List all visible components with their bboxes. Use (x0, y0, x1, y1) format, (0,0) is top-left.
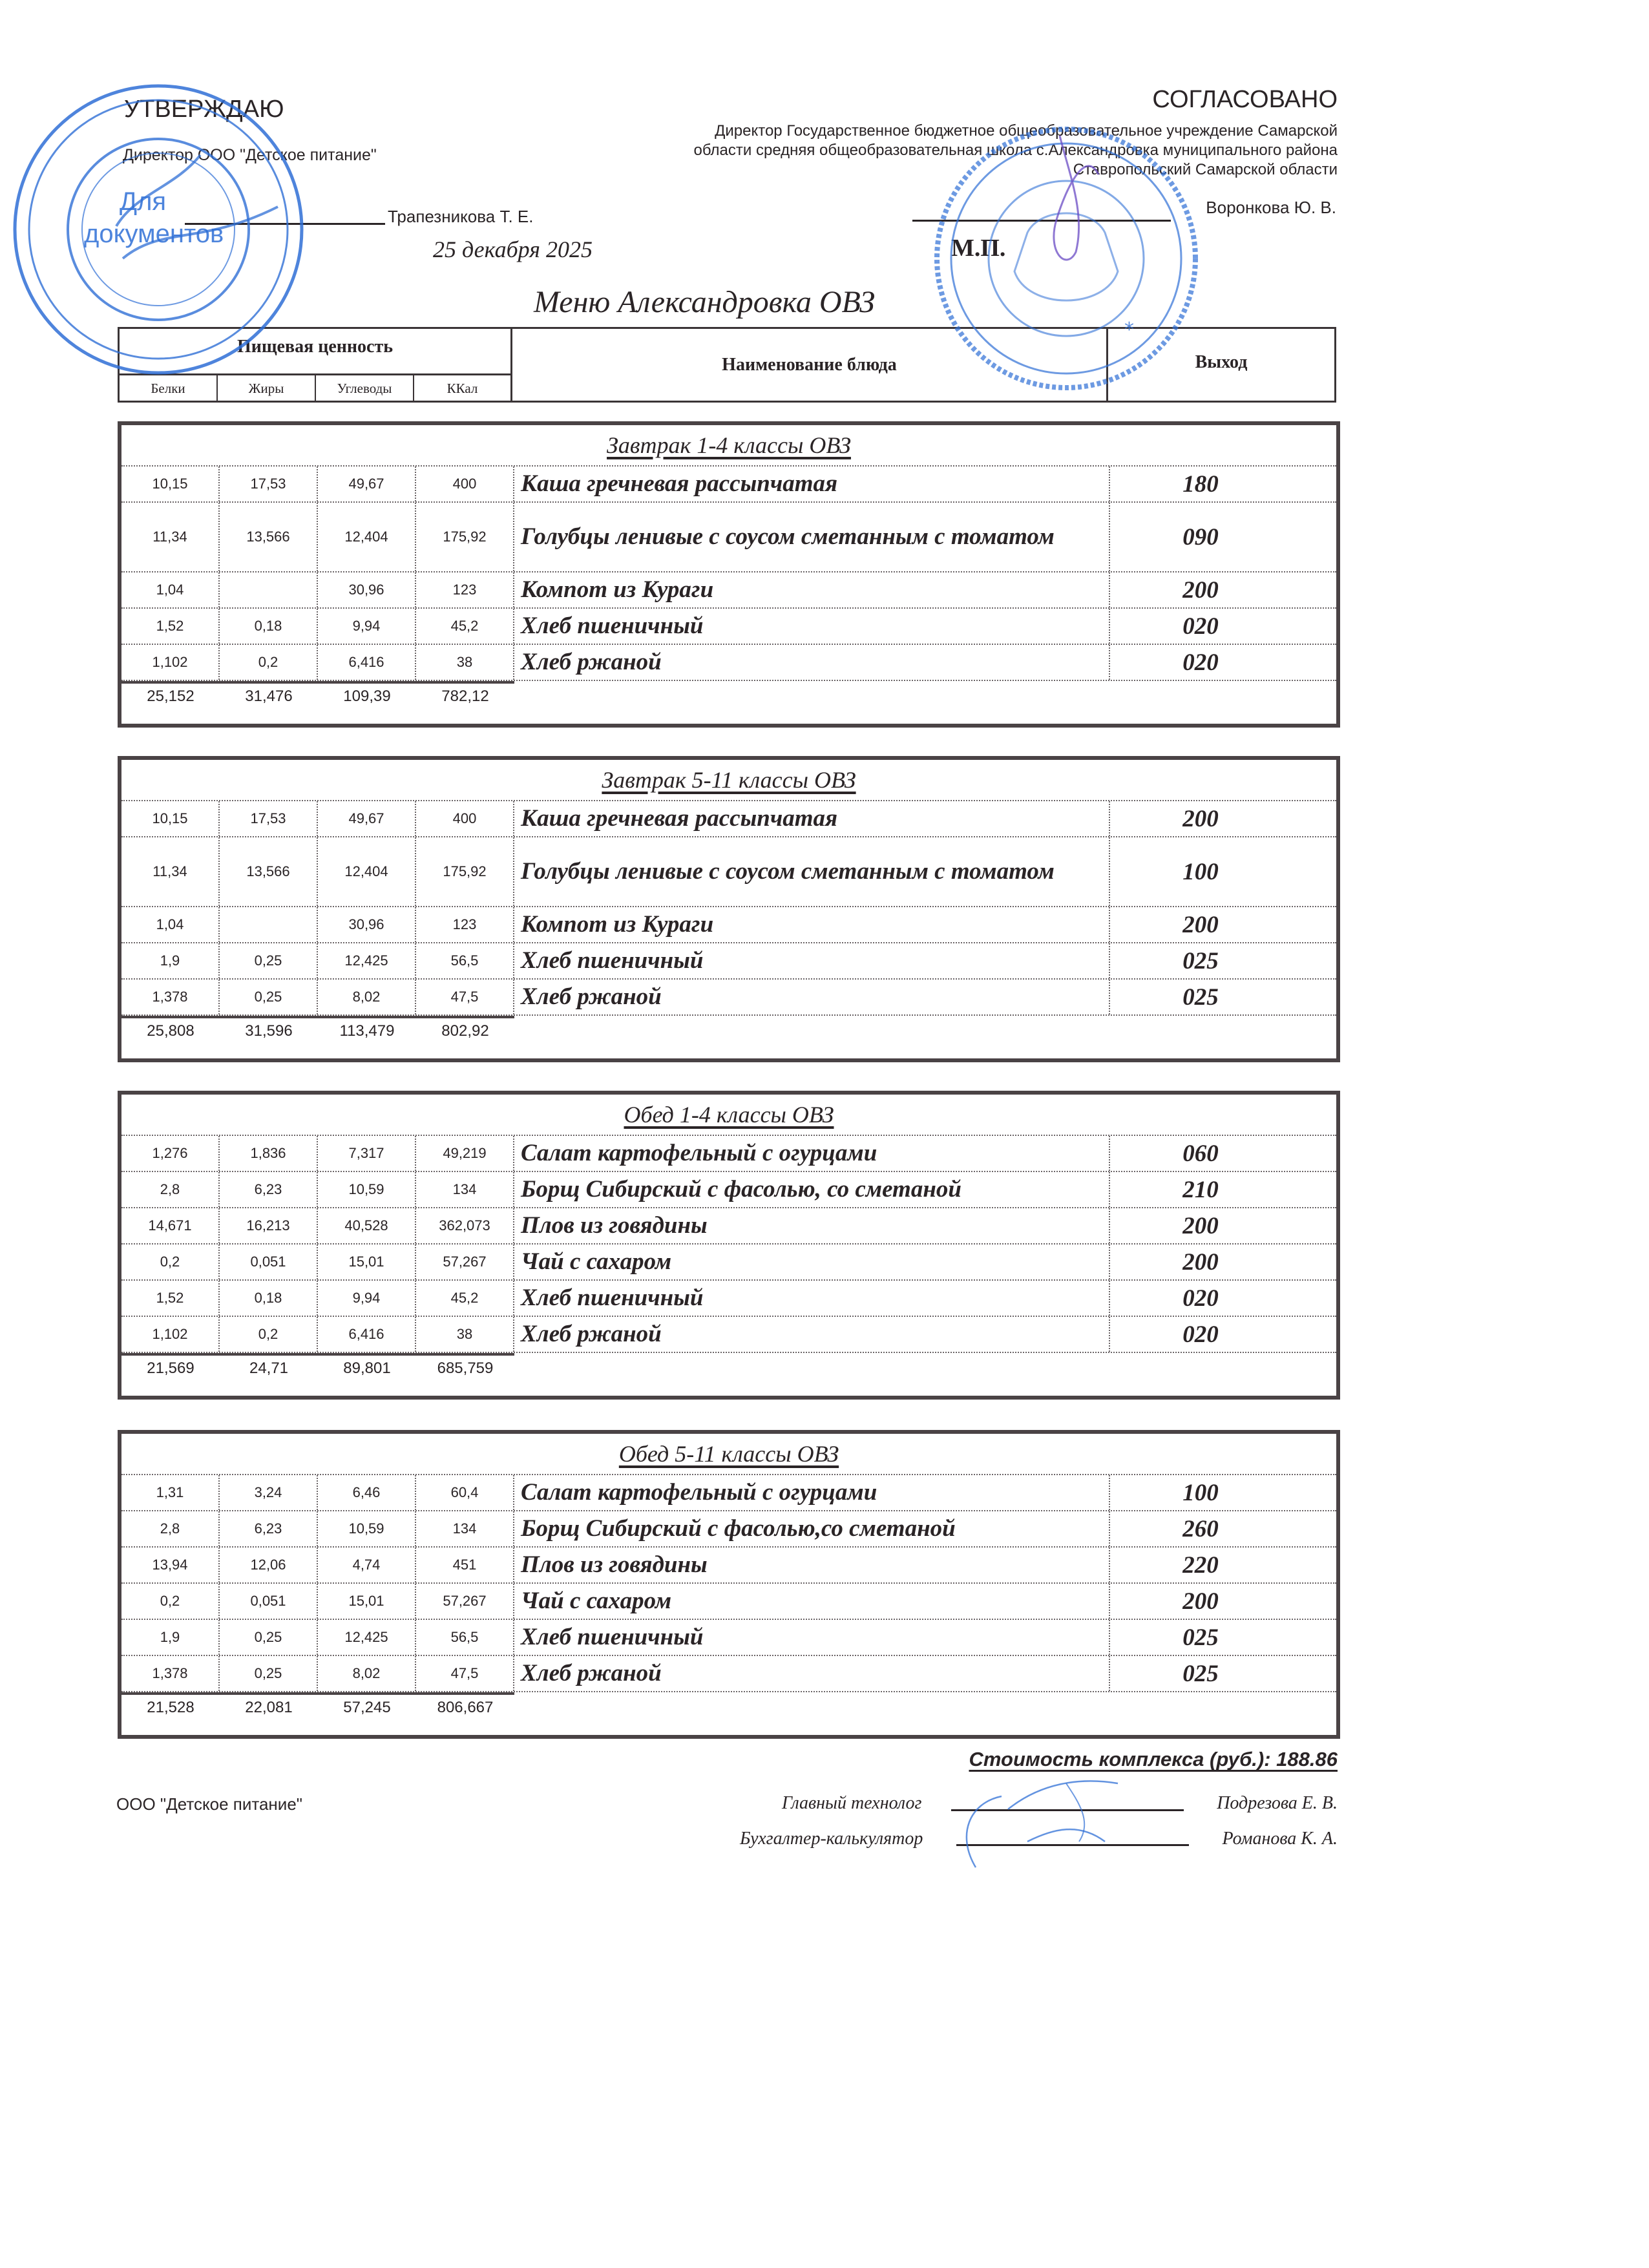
item-carbs: 15,01 (318, 1244, 416, 1279)
section-title (121, 1434, 1336, 1474)
item-fat: 0,051 (220, 1244, 318, 1279)
item-fat: 17,53 (220, 801, 318, 836)
item-yield: 025 (1182, 947, 1219, 974)
total-kcal: 802,92 (441, 1022, 489, 1040)
header-dish-name: Наименование блюда (512, 329, 1108, 401)
item-name: Голубцы ленивые с соусом сметанным с томатом (514, 837, 1110, 906)
item-kcal: 362,073 (416, 1208, 514, 1243)
menu-item-row (121, 942, 1336, 978)
item-name: Хлеб ржаной (514, 1317, 1110, 1352)
stamp-word: документов (84, 220, 224, 248)
item-fat: 13,566 (220, 837, 318, 906)
item-carbs: 9,94 (318, 1281, 416, 1316)
item-protein: 1,52 (121, 609, 220, 644)
chief-technologist-name: Подрезова Е. В. (1217, 1793, 1338, 1813)
item-protein: 1,378 (121, 980, 220, 1014)
item-carbs: 8,02 (318, 980, 416, 1014)
item-yield: 180 (1182, 470, 1219, 498)
footer-organization: ООО "Детское питание" (116, 1794, 303, 1814)
menu-item-row (121, 501, 1336, 571)
item-kcal: 45,2 (416, 609, 514, 644)
item-protein: 1,276 (121, 1136, 220, 1171)
section-totals (121, 1692, 1336, 1721)
item-protein: 1,04 (121, 907, 220, 942)
item-protein: 1,04 (121, 572, 220, 607)
item-name: Плов из говядины (514, 1548, 1110, 1582)
item-carbs: 9,94 (318, 609, 416, 644)
item-fat: 0,25 (220, 1656, 318, 1691)
total-protein: 21,528 (147, 1699, 194, 1716)
chief-technologist-role: Главный технолог (782, 1793, 922, 1813)
item-yield: 025 (1182, 983, 1219, 1011)
menu-item-row (121, 1582, 1336, 1619)
menu-item-row (121, 800, 1336, 836)
footer-signatures (950, 1770, 1144, 1874)
item-fat: 0,25 (220, 943, 318, 978)
item-protein: 1,102 (121, 1317, 220, 1352)
item-yield: 200 (1182, 1588, 1219, 1615)
item-yield: 220 (1182, 1551, 1219, 1579)
approval-title: УТВЕРЖДАЮ (124, 96, 284, 123)
section-title-text: Завтрак 5-11 классы ОВЗ (602, 767, 856, 793)
item-kcal: 123 (416, 572, 514, 607)
total-protein: 25,152 (147, 688, 194, 705)
agreement-title: СОГЛАСОВАНО (1152, 86, 1338, 113)
item-name: Компот из Кураги (514, 907, 1110, 942)
item-kcal: 175,92 (416, 503, 514, 571)
item-carbs: 6,416 (318, 1317, 416, 1352)
item-yield: 025 (1182, 1624, 1219, 1651)
menu-item-row (121, 1207, 1336, 1243)
item-yield: 020 (1182, 1321, 1219, 1348)
menu-item-row (121, 571, 1336, 607)
section-rows (121, 1135, 1336, 1353)
item-fat (220, 907, 318, 942)
menu-section (118, 1091, 1340, 1400)
item-carbs: 15,01 (318, 1584, 416, 1619)
item-fat: 3,24 (220, 1475, 318, 1510)
total-kcal: 806,667 (437, 1699, 494, 1716)
item-yield: 020 (1182, 1285, 1219, 1312)
item-protein: 11,34 (121, 837, 220, 906)
item-yield: 090 (1182, 523, 1219, 551)
item-name: Салат картофельный с огурцами (514, 1475, 1110, 1510)
item-kcal: 56,5 (416, 943, 514, 978)
item-kcal: 47,5 (416, 980, 514, 1014)
item-fat: 0,25 (220, 980, 318, 1014)
chief-technologist-signature-line (951, 1809, 1184, 1811)
item-kcal: 123 (416, 907, 514, 942)
menu-item-row (121, 1474, 1336, 1510)
item-yield: 200 (1182, 805, 1219, 832)
stamp-place-mark: М.П. (951, 235, 1006, 262)
item-carbs: 49,67 (318, 801, 416, 836)
total-fat: 24,71 (249, 1360, 289, 1377)
header-fat: Жиры (218, 375, 316, 403)
menu-item-row (121, 1546, 1336, 1582)
menu-item-row (121, 1279, 1336, 1316)
item-kcal: 451 (416, 1548, 514, 1582)
total-kcal: 685,759 (437, 1360, 494, 1377)
approval-name: Трапезникова Т. Е. (388, 207, 534, 226)
item-carbs: 4,74 (318, 1548, 416, 1582)
item-kcal: 38 (416, 1317, 514, 1352)
menu-item-row (121, 1171, 1336, 1207)
item-protein: 1,378 (121, 1656, 220, 1691)
item-protein: 1,9 (121, 1620, 220, 1655)
item-name: Хлеб пшеничный (514, 1281, 1110, 1316)
item-name: Каша гречневая рассыпчатая (514, 467, 1110, 501)
item-fat: 0,2 (220, 1317, 318, 1352)
complex-cost: Стоимость комплекса (руб.): 188.86 (969, 1748, 1338, 1770)
item-kcal: 57,267 (416, 1244, 514, 1279)
item-kcal: 45,2 (416, 1281, 514, 1316)
section-title (121, 425, 1336, 465)
header-yield: Выход (1195, 352, 1248, 372)
menu-section (118, 421, 1340, 728)
menu-item-row (121, 607, 1336, 644)
item-kcal: 56,5 (416, 1620, 514, 1655)
section-title-text: Завтрак 1-4 классы ОВЗ (607, 432, 851, 458)
item-carbs: 40,528 (318, 1208, 416, 1243)
item-yield: 020 (1182, 613, 1219, 640)
item-kcal: 49,219 (416, 1136, 514, 1171)
section-totals (121, 681, 1336, 709)
item-fat: 1,836 (220, 1136, 318, 1171)
item-fat: 0,25 (220, 1620, 318, 1655)
item-protein: 10,15 (121, 467, 220, 501)
item-name: Компот из Кураги (514, 572, 1110, 607)
item-fat (220, 572, 318, 607)
agreement-role (562, 121, 1338, 180)
item-yield: 020 (1182, 649, 1219, 676)
item-yield: 100 (1182, 1479, 1219, 1506)
item-fat: 12,06 (220, 1548, 318, 1582)
section-title-text: Обед 1-4 классы ОВЗ (624, 1102, 834, 1128)
item-protein: 10,15 (121, 801, 220, 836)
agreement-role-line: Директор Государственное бюджетное общеобразовательное учреждение Самарской (715, 122, 1338, 140)
menu-item-row (121, 1619, 1336, 1655)
item-protein: 0,2 (121, 1244, 220, 1279)
menu-item-row (121, 1316, 1336, 1353)
item-fat: 0,18 (220, 609, 318, 644)
item-carbs: 12,425 (318, 1620, 416, 1655)
item-protein: 2,8 (121, 1511, 220, 1546)
total-kcal: 782,12 (441, 688, 489, 705)
item-name: Хлеб пшеничный (514, 609, 1110, 644)
item-name: Хлеб ржаной (514, 645, 1110, 680)
item-yield: 260 (1182, 1515, 1219, 1542)
section-bottom-padding (121, 1381, 1336, 1396)
item-name: Голубцы ленивые с соусом сметанным с томатом (514, 503, 1110, 571)
menu-title: Меню Александровка ОВЗ (534, 285, 875, 319)
item-kcal: 47,5 (416, 1656, 514, 1691)
total-carbs: 109,39 (343, 688, 391, 705)
section-bottom-padding (121, 1721, 1336, 1735)
item-carbs: 10,59 (318, 1172, 416, 1207)
menu-item-row (121, 978, 1336, 1016)
menu-item-row (121, 1510, 1336, 1546)
menu-item-row (121, 465, 1336, 501)
section-totals (121, 1016, 1336, 1044)
total-protein: 21,569 (147, 1360, 194, 1377)
section-bottom-padding (121, 1044, 1336, 1058)
item-name: Борщ Сибирский с фасолью,со сметаной (514, 1511, 1110, 1546)
total-fat: 22,081 (245, 1699, 293, 1716)
item-kcal: 134 (416, 1172, 514, 1207)
item-protein: 1,102 (121, 645, 220, 680)
column-header-box (118, 327, 1336, 403)
section-rows (121, 800, 1336, 1016)
item-protein: 2,8 (121, 1172, 220, 1207)
agreement-signature-line (912, 220, 1171, 222)
item-carbs: 30,96 (318, 572, 416, 607)
item-kcal: 38 (416, 645, 514, 680)
menu-item-row (121, 1243, 1336, 1279)
section-rows (121, 465, 1336, 681)
item-fat: 16,213 (220, 1208, 318, 1243)
item-carbs: 12,404 (318, 837, 416, 906)
item-carbs: 6,416 (318, 645, 416, 680)
item-kcal: 60,4 (416, 1475, 514, 1510)
total-fat: 31,596 (245, 1022, 293, 1040)
item-protein: 14,671 (121, 1208, 220, 1243)
menu-item-row (121, 1135, 1336, 1171)
item-name: Чай с сахаром (514, 1244, 1110, 1279)
item-yield: 200 (1182, 576, 1219, 604)
item-name: Хлеб пшеничный (514, 943, 1110, 978)
item-name: Салат картофельный с огурцами (514, 1136, 1110, 1171)
item-carbs: 49,67 (318, 467, 416, 501)
section-title (121, 1095, 1336, 1135)
item-fat: 0,18 (220, 1281, 318, 1316)
total-carbs: 57,245 (343, 1699, 391, 1716)
item-protein: 1,31 (121, 1475, 220, 1510)
item-protein: 0,2 (121, 1584, 220, 1619)
item-name: Чай с сахаром (514, 1584, 1110, 1619)
section-bottom-padding (121, 709, 1336, 724)
item-carbs: 12,425 (318, 943, 416, 978)
item-name: Плов из говядины (514, 1208, 1110, 1243)
item-kcal: 400 (416, 801, 514, 836)
menu-item-row (121, 836, 1336, 906)
item-kcal: 134 (416, 1511, 514, 1546)
section-title (121, 760, 1336, 800)
menu-section (118, 1430, 1340, 1739)
item-carbs: 6,46 (318, 1475, 416, 1510)
section-rows (121, 1474, 1336, 1692)
agreement-role-line: Ставропольский Самарской области (1073, 161, 1338, 178)
item-fat: 0,051 (220, 1584, 318, 1619)
item-kcal: 57,267 (416, 1584, 514, 1619)
total-carbs: 113,479 (339, 1022, 395, 1040)
item-carbs: 12,404 (318, 503, 416, 571)
item-carbs: 7,317 (318, 1136, 416, 1171)
item-name: Каша гречневая рассыпчатая (514, 801, 1110, 836)
item-fat: 6,23 (220, 1172, 318, 1207)
menu-section (118, 756, 1340, 1062)
item-yield: 100 (1182, 858, 1219, 885)
menu-item-row (121, 1655, 1336, 1692)
agreement-role-line: области средняя общеобразовательная школа с.Александровка муниципального района (693, 142, 1338, 159)
item-name: Хлеб ржаной (514, 1656, 1110, 1691)
item-protein: 1,9 (121, 943, 220, 978)
item-yield: 200 (1182, 1212, 1219, 1239)
header-protein: Белки (120, 375, 218, 403)
item-name: Хлеб пшеничный (514, 1620, 1110, 1655)
item-fat: 0,2 (220, 645, 318, 680)
item-yield: 025 (1182, 1660, 1219, 1687)
section-totals (121, 1353, 1336, 1381)
item-fat: 17,53 (220, 467, 318, 501)
agreement-block (562, 85, 1338, 180)
header-carbs: Углеводы (316, 375, 414, 403)
agreement-name: Воронкова Ю. В. (1206, 198, 1336, 217)
item-carbs: 30,96 (318, 907, 416, 942)
accountant-signature-line (956, 1844, 1189, 1846)
item-protein: 11,34 (121, 503, 220, 571)
total-fat: 31,476 (245, 688, 293, 705)
approval-signature-line (185, 223, 385, 225)
item-carbs: 8,02 (318, 1656, 416, 1691)
item-yield: 200 (1182, 911, 1219, 938)
svg-text:*: * (1124, 319, 1134, 341)
total-protein: 25,808 (147, 1022, 194, 1040)
item-name: Хлеб ржаной (514, 980, 1110, 1014)
menu-item-row (121, 906, 1336, 942)
section-title-text: Обед 5-11 классы ОВЗ (618, 1441, 839, 1467)
approval-role: Директор ООО "Детское питание" (123, 146, 377, 164)
item-yield: 060 (1182, 1140, 1219, 1167)
approval-date: 25 декабря 2025 (433, 236, 593, 262)
item-kcal: 400 (416, 467, 514, 501)
stamp-word: Для (120, 187, 167, 216)
item-carbs: 10,59 (318, 1511, 416, 1546)
item-kcal: 175,92 (416, 837, 514, 906)
item-yield: 210 (1182, 1176, 1219, 1203)
accountant-name: Романова К. А. (1222, 1829, 1338, 1849)
item-name: Борщ Сибирский с фасолью, со сметаной (514, 1172, 1110, 1207)
accountant-role: Бухгалтер-калькулятор (740, 1829, 923, 1849)
menu-item-row (121, 644, 1336, 681)
item-protein: 1,52 (121, 1281, 220, 1316)
item-protein: 13,94 (121, 1548, 220, 1582)
total-carbs: 89,801 (343, 1360, 391, 1377)
header-kcal: ККал (414, 375, 512, 403)
item-fat: 6,23 (220, 1511, 318, 1546)
item-fat: 13,566 (220, 503, 318, 571)
header-nutrition: Пищевая ценность (120, 329, 512, 375)
item-yield: 200 (1182, 1248, 1219, 1276)
